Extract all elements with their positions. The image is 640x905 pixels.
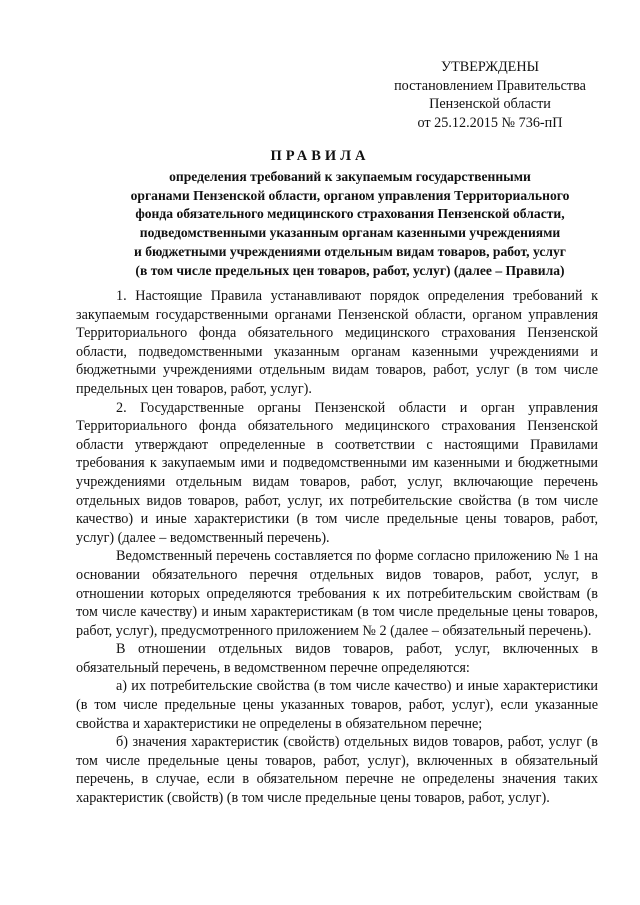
paragraph-4: В отношении отдельных видов товаров, работ, услуг, включенных в обязательный перечень, в ведомственном перечне определяются: <box>76 641 598 676</box>
approval-heading: УТВЕРЖДЕНЫ <box>441 59 539 75</box>
subtitle-line: (в том числе предельных цен товаров, работ, услуг) (далее – Правила) <box>135 262 565 278</box>
document-subtitle <box>80 168 620 280</box>
approval-stamp <box>370 58 610 132</box>
approval-region: Пензенской области <box>429 96 551 112</box>
paragraph-1: 1. Настоящие Правила устанавливают порядок определения требований к закупаемым государственными органами Пензенской области, органом управления Территориального фонда обязательного медицинского страхования Пензенской области, подведомственными указанным органам казенными учреждениями и бюджетными учреждениями отдельным видам товаров, работ, услуг (в том числе предельных цен товаров, работ, услуг). <box>76 288 598 397</box>
subtitle-line: определения требований к закупаемым государственными <box>169 169 531 184</box>
approval-authority: постановлением Правительства <box>394 77 586 94</box>
list-item-b: б) значения характеристик (свойств) отдельных видов товаров, работ, услуг (в том числе предельные цены товаров, работ, услуг), включенных в обязательный перечень, в случае, если в обязательном перечне не определены значения таких характеристик (свойств) (в том числе предельные цены товаров, работ, услуг). <box>76 734 598 807</box>
paragraph-3: Ведомственный перечень составляется по форме согласно приложению № 1 на основании обязательного перечня отдельных видов товаров, работ, услуг, в отношении которых определяются требования к их потребительским свойствам (в том числе качеству) и иным характеристикам (в том числе предельные цены товаров, работ, услуг), предусмотренного приложением № 2 (далее – обязательный перечень). <box>76 548 598 639</box>
paragraph-2: 2. Государственные органы Пензенской области и орган управления Территориального фонда обязательного медицинского страхования Пензенской области утверждают определенные в соответствии с настоящими Правилами требования к закупаемым ими и подведомственными им казенными и бюджетными учреждениями отдельным видам товаров, работ, услуг, включающие перечень отдельных видов товаров, работ, услуг, их потребительские свойства (в том числе качество) и иные характеристики (в том числе предельные цены товаров, работ, услуг) (далее – ведомственный перечень). <box>76 399 598 546</box>
subtitle-line: фонда обязательного медицинского страхования Пензенской области, <box>135 206 565 222</box>
subtitle-line: органами Пензенской области, органом управления Территориального <box>130 187 570 203</box>
subtitle-line: подведомственными указанным органам казенными учреждениями <box>139 225 561 241</box>
document-title: ПРАВИЛА <box>270 148 370 164</box>
list-item-a: а) их потребительские свойства (в том числе качество) и иные характеристики (в том числе предельные цены указанных товаров, работ, услуг), если указанные свойства и характеристики не определены в обязательном перечне; <box>76 678 598 732</box>
document-body <box>76 287 598 808</box>
approval-date-number: от 25.12.2015 № 736-пП <box>417 114 563 131</box>
subtitle-line: и бюджетными учреждениями отдельным видам товаров, работ, услуг <box>134 243 566 259</box>
